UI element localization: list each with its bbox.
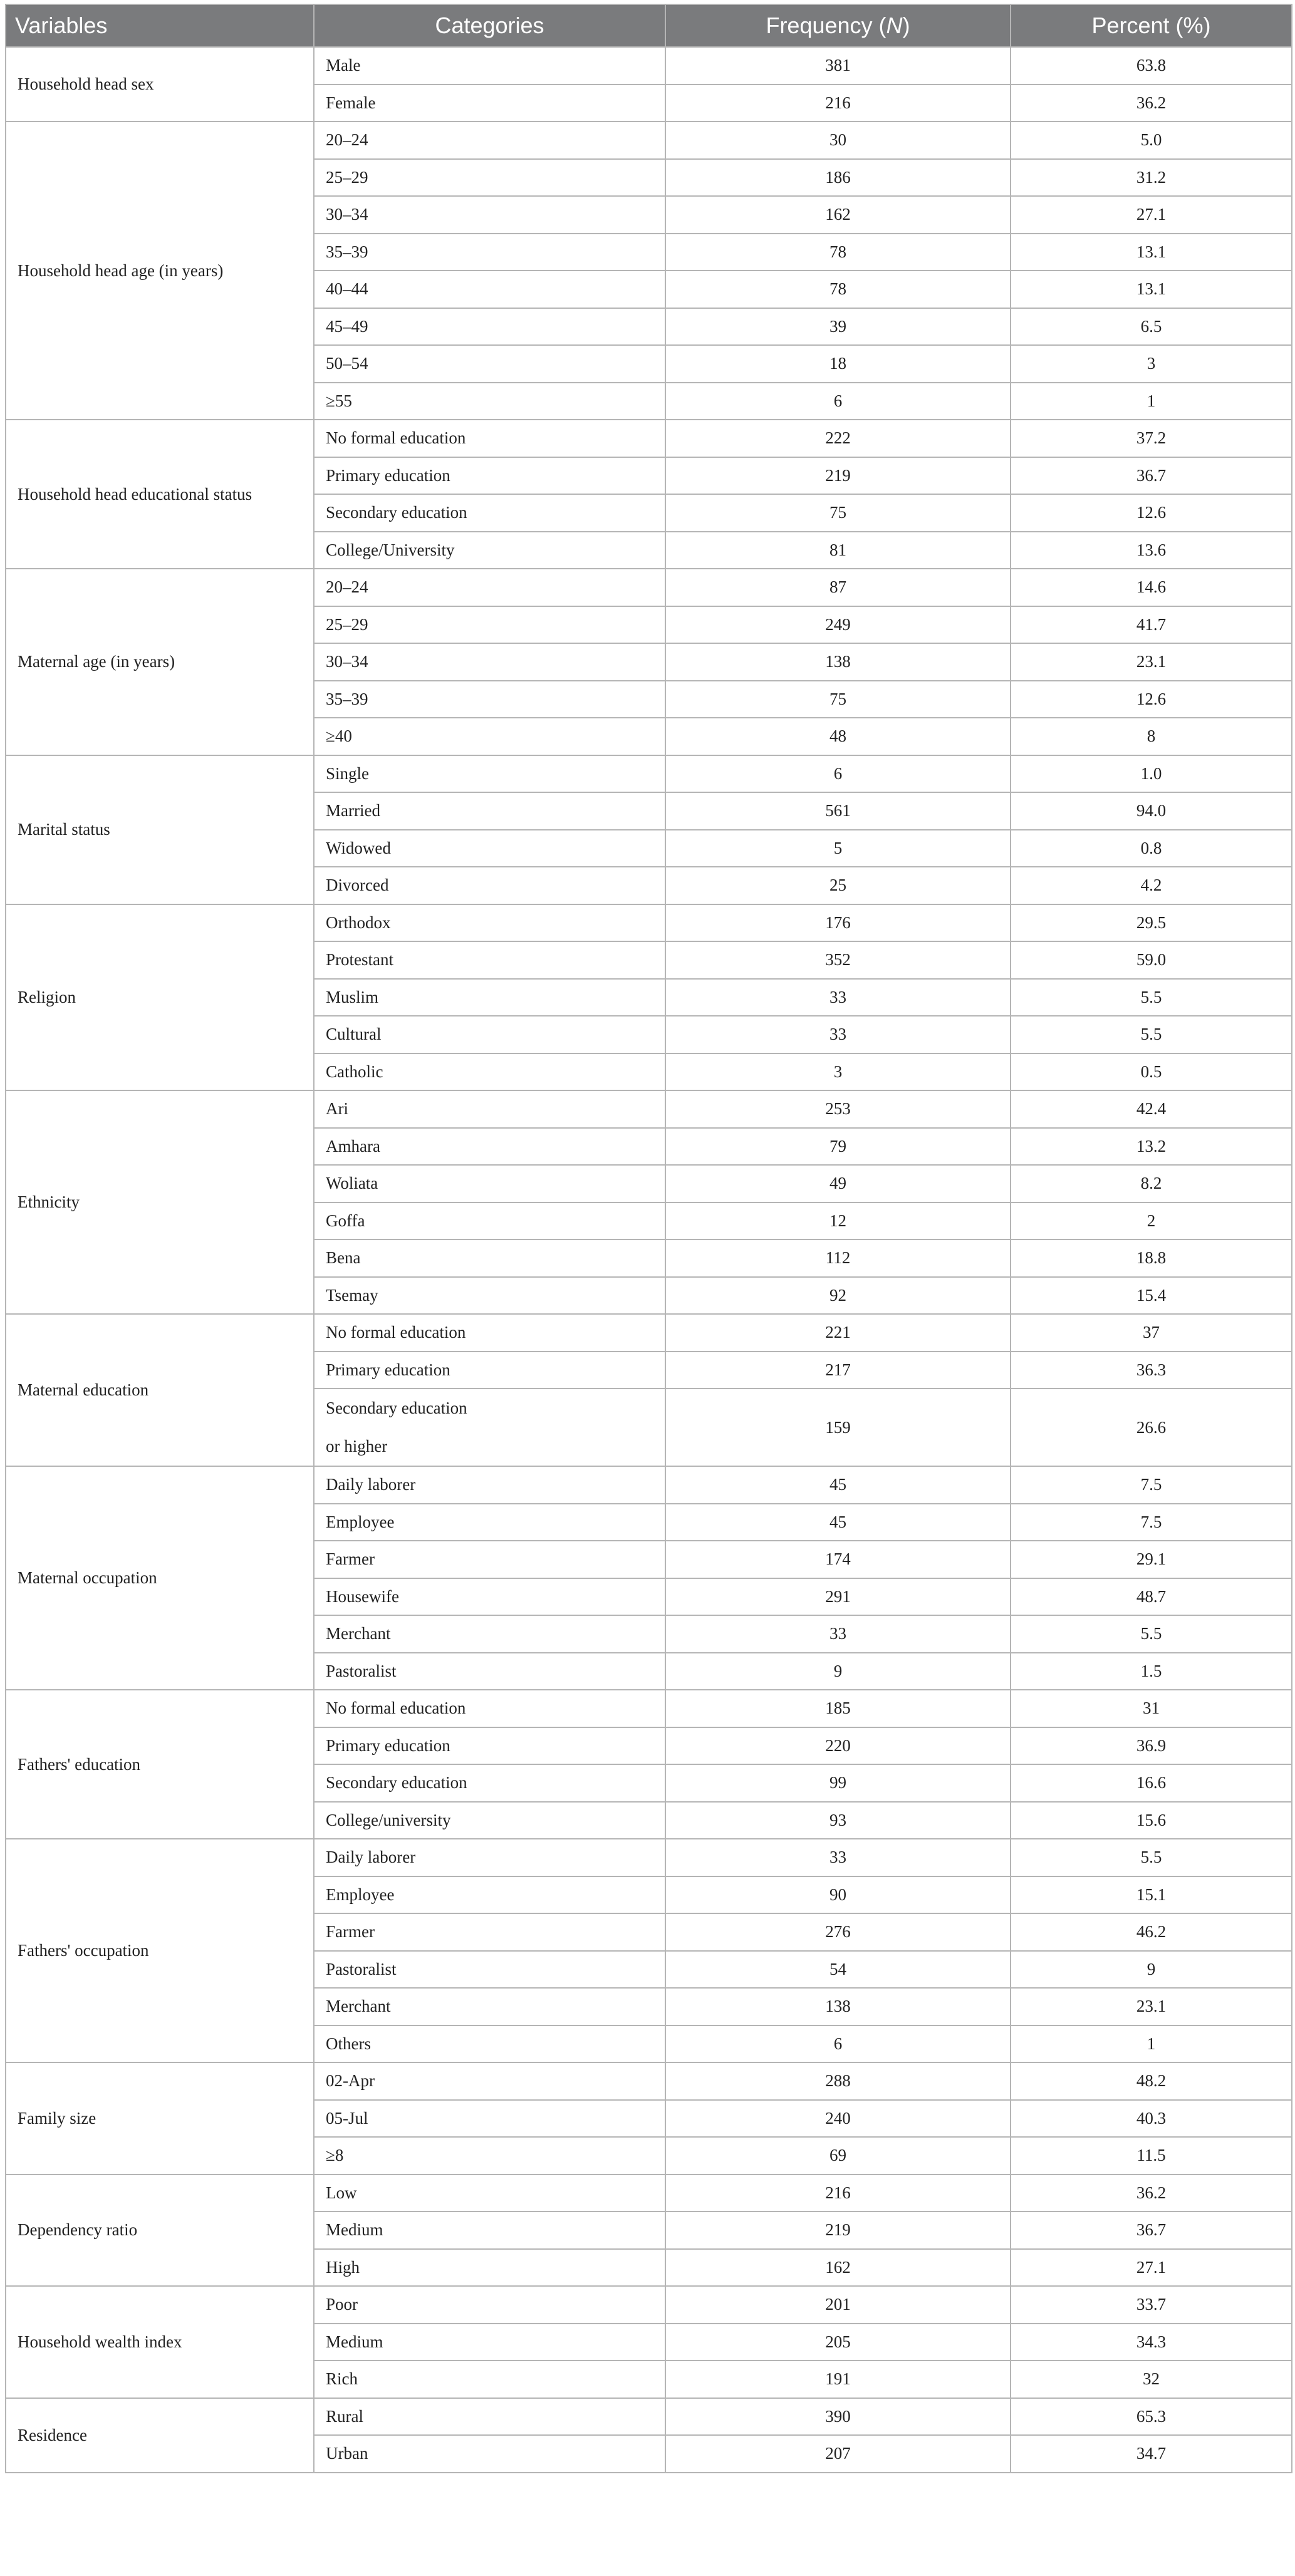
percent-cell: 36.9 xyxy=(1011,1727,1292,1765)
percent-cell: 1 xyxy=(1011,383,1292,420)
variable-cell: Fathers' education xyxy=(6,1690,314,1839)
frequency-cell: 162 xyxy=(665,2249,1011,2287)
frequency-cell: 69 xyxy=(665,2137,1011,2175)
percent-cell: 34.7 xyxy=(1011,2435,1292,2473)
table-row xyxy=(6,1314,1292,1352)
frequency-cell: 9 xyxy=(665,1653,1011,1690)
variable-cell: Religion xyxy=(6,904,314,1091)
percent-cell: 5.5 xyxy=(1011,1615,1292,1653)
frequency-cell: 48 xyxy=(665,718,1011,755)
frequency-cell: 186 xyxy=(665,159,1011,197)
header-row xyxy=(6,4,1292,47)
variable-cell: Marital status xyxy=(6,755,314,904)
percent-cell: 1.0 xyxy=(1011,755,1292,793)
category-cell: 50–54 xyxy=(314,345,665,383)
frequency-cell: 174 xyxy=(665,1541,1011,1578)
frequency-cell: 205 xyxy=(665,2324,1011,2361)
percent-cell: 9 xyxy=(1011,1951,1292,1989)
frequency-cell: 390 xyxy=(665,2398,1011,2436)
frequency-cell: 87 xyxy=(665,569,1011,606)
category-cell: No formal education xyxy=(314,420,665,457)
table-row xyxy=(6,420,1292,457)
category-cell: Poor xyxy=(314,2286,665,2324)
category-cell: Woliata xyxy=(314,1165,665,1203)
category-cell: Primary education xyxy=(314,1352,665,1389)
category-cell: Merchant xyxy=(314,1988,665,2025)
category-cell: 30–34 xyxy=(314,643,665,681)
percent-cell: 40.3 xyxy=(1011,2100,1292,2138)
percent-cell: 7.5 xyxy=(1011,1466,1292,1504)
variable-cell: Ethnicity xyxy=(6,1090,314,1314)
frequency-cell: 216 xyxy=(665,85,1011,122)
variable-cell: Maternal occupation xyxy=(6,1466,314,1690)
percent-cell: 46.2 xyxy=(1011,1913,1292,1951)
category-cell: Ari xyxy=(314,1090,665,1128)
variable-cell: Household head age (in years) xyxy=(6,122,314,420)
percent-cell: 37 xyxy=(1011,1314,1292,1352)
category-cell: Tsemay xyxy=(314,1277,665,1315)
frequency-cell: 276 xyxy=(665,1913,1011,1951)
category-cell: 40–44 xyxy=(314,271,665,308)
table-row xyxy=(6,1090,1292,1128)
frequency-cell: 138 xyxy=(665,643,1011,681)
category-cell: 25–29 xyxy=(314,606,665,644)
category-cell: Employee xyxy=(314,1504,665,1541)
percent-cell: 27.1 xyxy=(1011,2249,1292,2287)
category-cell: Muslim xyxy=(314,979,665,1016)
percent-cell: 42.4 xyxy=(1011,1090,1292,1128)
category-cell: Married xyxy=(314,792,665,830)
category-cell: Pastoralist xyxy=(314,1951,665,1989)
frequency-cell: 6 xyxy=(665,2025,1011,2063)
frequency-cell: 253 xyxy=(665,1090,1011,1128)
category-cell: 25–29 xyxy=(314,159,665,197)
percent-cell: 8.2 xyxy=(1011,1165,1292,1203)
table-row xyxy=(6,1466,1292,1504)
category-cell: Goffa xyxy=(314,1203,665,1240)
category-cell: 45–49 xyxy=(314,308,665,346)
percent-cell: 37.2 xyxy=(1011,420,1292,457)
percent-cell: 63.8 xyxy=(1011,47,1292,85)
frequency-cell: 249 xyxy=(665,606,1011,644)
frequency-cell: 78 xyxy=(665,271,1011,308)
category-cell: ≥55 xyxy=(314,383,665,420)
percent-cell: 34.3 xyxy=(1011,2324,1292,2361)
frequency-cell: 33 xyxy=(665,1016,1011,1053)
frequency-cell: 39 xyxy=(665,308,1011,346)
category-cell: Primary education xyxy=(314,457,665,495)
variable-cell: Fathers' occupation xyxy=(6,1839,314,2062)
frequency-cell: 33 xyxy=(665,979,1011,1016)
header-variables: Variables xyxy=(6,4,314,47)
category-cell: College/university xyxy=(314,1802,665,1839)
percent-cell: 23.1 xyxy=(1011,1988,1292,2025)
category-cell: Widowed xyxy=(314,830,665,867)
frequency-cell: 18 xyxy=(665,345,1011,383)
frequency-cell: 49 xyxy=(665,1165,1011,1203)
frequency-cell: 185 xyxy=(665,1690,1011,1727)
frequency-cell: 5 xyxy=(665,830,1011,867)
frequency-cell: 45 xyxy=(665,1504,1011,1541)
frequency-cell: 75 xyxy=(665,681,1011,718)
category-cell: Bena xyxy=(314,1239,665,1277)
category-line-2: or higher xyxy=(326,1437,388,1456)
category-cell: 20–24 xyxy=(314,569,665,606)
frequency-cell: 217 xyxy=(665,1352,1011,1389)
category-cell: Farmer xyxy=(314,1541,665,1578)
frequency-cell: 162 xyxy=(665,196,1011,234)
frequency-cell: 219 xyxy=(665,457,1011,495)
frequency-cell: 352 xyxy=(665,941,1011,979)
frequency-cell: 216 xyxy=(665,2175,1011,2212)
category-cell: No formal education xyxy=(314,1690,665,1727)
frequency-cell: 159 xyxy=(665,1389,1011,1466)
frequency-cell: 176 xyxy=(665,904,1011,942)
frequency-cell: 79 xyxy=(665,1128,1011,1166)
category-cell: Secondary education xyxy=(314,1764,665,1802)
category-cell: No formal education xyxy=(314,1314,665,1352)
category-cell: Rich xyxy=(314,2361,665,2398)
category-cell: Male xyxy=(314,47,665,85)
category-cell: Divorced xyxy=(314,867,665,904)
variable-cell: Maternal age (in years) xyxy=(6,569,314,755)
header-percent: Percent (%) xyxy=(1011,4,1292,47)
category-cell: Pastoralist xyxy=(314,1653,665,1690)
percent-cell: 29.1 xyxy=(1011,1541,1292,1578)
variable-cell: Dependency ratio xyxy=(6,2175,314,2287)
variable-cell: Household wealth index xyxy=(6,2286,314,2398)
category-cell: Catholic xyxy=(314,1053,665,1091)
percent-cell: 65.3 xyxy=(1011,2398,1292,2436)
percent-cell: 13.6 xyxy=(1011,532,1292,569)
percent-cell: 31 xyxy=(1011,1690,1292,1727)
category-cell: Secondary education xyxy=(314,494,665,532)
frequency-cell: 201 xyxy=(665,2286,1011,2324)
category-cell: Urban xyxy=(314,2435,665,2473)
variable-cell: Household head educational status xyxy=(6,420,314,569)
percent-cell: 26.6 xyxy=(1011,1389,1292,1466)
percent-cell: 36.7 xyxy=(1011,2211,1292,2249)
header-categories: Categories xyxy=(314,4,665,47)
frequency-cell: 112 xyxy=(665,1239,1011,1277)
frequency-cell: 93 xyxy=(665,1802,1011,1839)
frequency-cell: 75 xyxy=(665,494,1011,532)
percent-cell: 36.7 xyxy=(1011,457,1292,495)
frequency-cell: 221 xyxy=(665,1314,1011,1352)
category-cell: Primary education xyxy=(314,1727,665,1765)
frequency-cell: 78 xyxy=(665,234,1011,271)
category-cell: Female xyxy=(314,85,665,122)
frequency-cell: 222 xyxy=(665,420,1011,457)
table-container xyxy=(5,4,1291,2473)
category-cell: 35–39 xyxy=(314,234,665,271)
frequency-cell: 207 xyxy=(665,2435,1011,2473)
table-row xyxy=(6,2286,1292,2324)
header-frequency-n: N xyxy=(886,13,903,38)
percent-cell: 32 xyxy=(1011,2361,1292,2398)
category-cell: Employee xyxy=(314,1876,665,1914)
table-row xyxy=(6,122,1292,159)
table-row xyxy=(6,2175,1292,2212)
table-row xyxy=(6,2062,1292,2100)
category-cell: High xyxy=(314,2249,665,2287)
category-cell: Orthodox xyxy=(314,904,665,942)
frequency-cell: 6 xyxy=(665,383,1011,420)
table-body xyxy=(6,47,1292,2473)
category-cell: Housewife xyxy=(314,1578,665,1616)
frequency-cell: 138 xyxy=(665,1988,1011,2025)
percent-cell: 15.6 xyxy=(1011,1802,1292,1839)
percent-cell: 41.7 xyxy=(1011,606,1292,644)
percent-cell: 7.5 xyxy=(1011,1504,1292,1541)
category-cell: Single xyxy=(314,755,665,793)
percent-cell: 6.5 xyxy=(1011,308,1292,346)
percent-cell: 1 xyxy=(1011,2025,1292,2063)
percent-cell: 36.2 xyxy=(1011,2175,1292,2212)
table-row xyxy=(6,755,1292,793)
category-cell: Cultural xyxy=(314,1016,665,1053)
percent-cell: 1.5 xyxy=(1011,1653,1292,1690)
frequency-cell: 54 xyxy=(665,1951,1011,1989)
percent-cell: 5.5 xyxy=(1011,1016,1292,1053)
table-row xyxy=(6,1690,1292,1727)
frequency-cell: 288 xyxy=(665,2062,1011,2100)
percent-cell: 14.6 xyxy=(1011,569,1292,606)
percent-cell: 13.1 xyxy=(1011,234,1292,271)
percent-cell: 36.2 xyxy=(1011,85,1292,122)
percent-cell: 31.2 xyxy=(1011,159,1292,197)
variable-cell: Residence xyxy=(6,2398,314,2473)
frequency-cell: 219 xyxy=(665,2211,1011,2249)
category-cell: 35–39 xyxy=(314,681,665,718)
frequency-cell: 240 xyxy=(665,2100,1011,2138)
category-cell: ≥40 xyxy=(314,718,665,755)
frequency-cell: 3 xyxy=(665,1053,1011,1091)
percent-cell: 29.5 xyxy=(1011,904,1292,942)
table-row xyxy=(6,904,1292,942)
category-cell: 02-Apr xyxy=(314,2062,665,2100)
category-cell: Rural xyxy=(314,2398,665,2436)
frequency-cell: 33 xyxy=(665,1615,1011,1653)
frequency-cell: 381 xyxy=(665,47,1011,85)
percent-cell: 15.1 xyxy=(1011,1876,1292,1914)
percent-cell: 3 xyxy=(1011,345,1292,383)
percent-cell: 18.8 xyxy=(1011,1239,1292,1277)
category-cell: 05-Jul xyxy=(314,2100,665,2138)
category-cell: Medium xyxy=(314,2211,665,2249)
category-line-1: Secondary education xyxy=(326,1399,467,1417)
frequency-cell: 33 xyxy=(665,1839,1011,1876)
percent-cell: 48.2 xyxy=(1011,2062,1292,2100)
percent-cell: 4.2 xyxy=(1011,867,1292,904)
percent-cell: 8 xyxy=(1011,718,1292,755)
frequency-cell: 92 xyxy=(665,1277,1011,1315)
category-cell: Low xyxy=(314,2175,665,2212)
frequency-cell: 12 xyxy=(665,1203,1011,1240)
percent-cell: 11.5 xyxy=(1011,2137,1292,2175)
category-cell xyxy=(314,1389,665,1466)
percent-cell: 0.5 xyxy=(1011,1053,1292,1091)
category-cell: Daily laborer xyxy=(314,1839,665,1876)
frequency-cell: 220 xyxy=(665,1727,1011,1765)
percent-cell: 12.6 xyxy=(1011,494,1292,532)
percent-cell: 16.6 xyxy=(1011,1764,1292,1802)
percent-cell: 15.4 xyxy=(1011,1277,1292,1315)
variable-cell: Household head sex xyxy=(6,47,314,122)
percent-cell: 12.6 xyxy=(1011,681,1292,718)
percent-cell: 48.7 xyxy=(1011,1578,1292,1616)
frequency-cell: 6 xyxy=(665,755,1011,793)
variable-cell: Family size xyxy=(6,2062,314,2175)
percent-cell: 13.2 xyxy=(1011,1128,1292,1166)
percent-cell: 23.1 xyxy=(1011,643,1292,681)
percent-cell: 5.5 xyxy=(1011,979,1292,1016)
frequency-cell: 561 xyxy=(665,792,1011,830)
frequency-cell: 90 xyxy=(665,1876,1011,1914)
category-cell: 20–24 xyxy=(314,122,665,159)
frequency-cell: 30 xyxy=(665,122,1011,159)
header-frequency xyxy=(665,4,1011,47)
percent-cell: 59.0 xyxy=(1011,941,1292,979)
frequency-cell: 99 xyxy=(665,1764,1011,1802)
percent-cell: 5.5 xyxy=(1011,1839,1292,1876)
percent-cell: 0.8 xyxy=(1011,830,1292,867)
frequency-cell: 291 xyxy=(665,1578,1011,1616)
frequency-cell: 45 xyxy=(665,1466,1011,1504)
variable-cell: Maternal education xyxy=(6,1314,314,1466)
category-cell: Amhara xyxy=(314,1128,665,1166)
table-row xyxy=(6,1839,1292,1876)
percent-cell: 2 xyxy=(1011,1203,1292,1240)
demographics-table xyxy=(5,4,1292,2473)
header-frequency-prefix: Frequency ( xyxy=(766,13,887,38)
percent-cell: 33.7 xyxy=(1011,2286,1292,2324)
category-cell: Others xyxy=(314,2025,665,2063)
category-cell: 30–34 xyxy=(314,196,665,234)
header-frequency-suffix: ) xyxy=(902,13,910,38)
frequency-cell: 81 xyxy=(665,532,1011,569)
category-cell: Merchant xyxy=(314,1615,665,1653)
category-cell: Protestant xyxy=(314,941,665,979)
table-row xyxy=(6,569,1292,606)
category-cell: Daily laborer xyxy=(314,1466,665,1504)
category-cell: ≥8 xyxy=(314,2137,665,2175)
percent-cell: 36.3 xyxy=(1011,1352,1292,1389)
table-row xyxy=(6,47,1292,85)
percent-cell: 27.1 xyxy=(1011,196,1292,234)
percent-cell: 94.0 xyxy=(1011,792,1292,830)
frequency-cell: 25 xyxy=(665,867,1011,904)
percent-cell: 13.1 xyxy=(1011,271,1292,308)
category-cell: Medium xyxy=(314,2324,665,2361)
category-cell: Farmer xyxy=(314,1913,665,1951)
frequency-cell: 191 xyxy=(665,2361,1011,2398)
table-row xyxy=(6,2398,1292,2436)
category-cell: College/University xyxy=(314,532,665,569)
percent-cell: 5.0 xyxy=(1011,122,1292,159)
